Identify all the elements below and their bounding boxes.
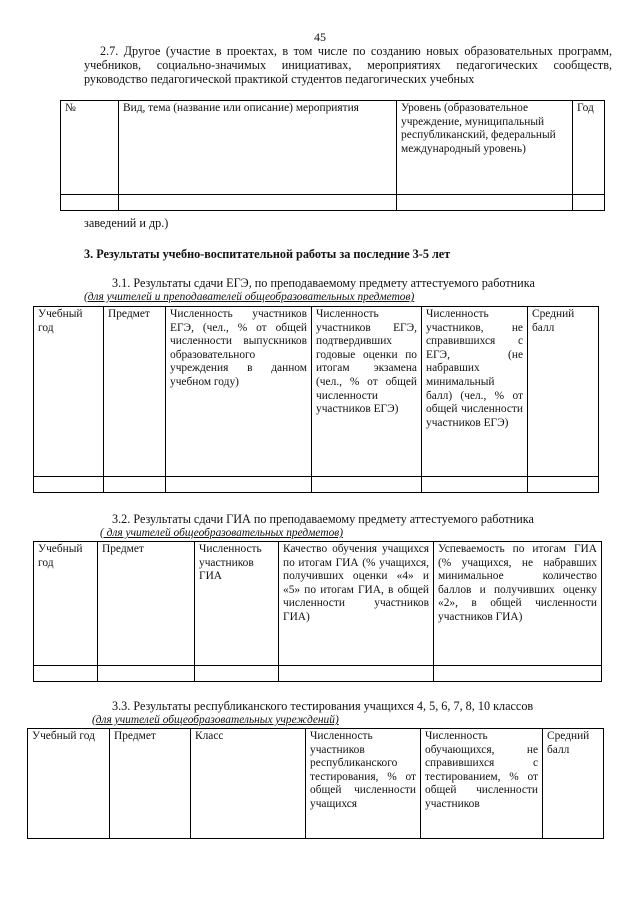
- table-header-row: [28, 729, 604, 839]
- header-progress: Успеваемость по итогам ГИА (% учащихся, не набравших минимальное количество баллов и получивших оценку «2», в общей численности участников ГИА): [434, 542, 602, 666]
- header-level: Уровень (образовательное учреждение, муниципальный республиканский, федеральный международный уровень): [397, 101, 573, 195]
- table-cell: [98, 666, 195, 682]
- table-cell: [34, 477, 104, 493]
- section-3-heading: 3. Результаты учебно-воспитательной работы за последние 3-5 лет: [84, 247, 451, 261]
- table-cell: [195, 666, 279, 682]
- table-row: [61, 195, 605, 211]
- header-average-score: Средний балл: [528, 307, 599, 477]
- table-cell: [61, 195, 119, 211]
- table-3-2: [33, 541, 602, 682]
- section-3-3-note: (для учителей общеобразовательных учреждений): [92, 714, 339, 726]
- section-3-1-note: (для учителей и преподавателей общеобразовательных предметов): [84, 291, 415, 303]
- table-cell: [104, 477, 166, 493]
- header-number: №: [61, 101, 119, 195]
- header-subject: Предмет: [104, 307, 166, 477]
- table-cell: [312, 477, 422, 493]
- section-2-7-continuation: заведений и др.): [84, 216, 169, 230]
- table-cell: [528, 477, 599, 493]
- header-school-year: Учебный год: [34, 542, 98, 666]
- section-3-2-title: 3.2. Результаты сдачи ГИА по преподаваемому предмету аттестуемого работника: [112, 512, 534, 526]
- table-row: [34, 477, 599, 493]
- table-cell: [434, 666, 602, 682]
- table-2-7: [60, 100, 605, 211]
- table-header-row: [34, 307, 599, 477]
- header-failed-count: Численность участников, не справившихся с ЕГЭ, (не набравших минимальный балл) (чел., % от общей численности участников ЕГЭ): [422, 307, 528, 477]
- table-header-row: [61, 101, 605, 195]
- table-cell: [166, 477, 312, 493]
- header-subject: Предмет: [98, 542, 195, 666]
- header-participants-count: Численность участников ГИА: [195, 542, 279, 666]
- section-2-7-text: 2.7. Другое (участие в проектах, в том числе по созданию новых образовательных программ, учебников, социально-значимых инициативах, мероприятиях педагогических сообществ, руководство педагогической практикой студентов педагогических учебных: [84, 44, 612, 86]
- section-3-3-title: 3.3. Результаты республиканского тестирования учащихся 4, 5, 6, 7, 8, 10 классов: [112, 699, 534, 713]
- header-class: Класс: [191, 729, 306, 839]
- table-cell: [422, 477, 528, 493]
- section-3-1-title: 3.1. Результаты сдачи ЕГЭ, по преподаваемому предмету аттестуемого работника: [112, 276, 535, 290]
- header-average-score: Средний балл: [543, 729, 604, 839]
- header-test-participants: Численность участников республиканского тестирования, % от общей численности учащихся: [306, 729, 421, 839]
- page-number: 45: [314, 30, 326, 44]
- table-cell: [279, 666, 434, 682]
- header-year: Год: [573, 101, 605, 195]
- table-cell: [119, 195, 397, 211]
- table-row: [34, 666, 602, 682]
- header-school-year: Учебный год: [28, 729, 110, 839]
- table-cell: [573, 195, 605, 211]
- header-participants-count: Численность участников ЕГЭ, (чел., % от общей численности выпускников образовательного учреждения в данном учебном году): [166, 307, 312, 477]
- header-school-year: Учебный год: [34, 307, 104, 477]
- table-3-3: [27, 728, 604, 839]
- table-header-row: [34, 542, 602, 666]
- header-failed-students: Численность обучающихся, не справившихся с тестированием, % от общей численности участников: [421, 729, 543, 839]
- header-subject: Предмет: [110, 729, 191, 839]
- table-3-1: [33, 306, 599, 493]
- header-event-type: Вид, тема (название или описание) мероприятия: [119, 101, 397, 195]
- section-3-2-note: ( для учителей общеобразовательных предметов): [100, 527, 343, 539]
- header-quality: Качество обучения учащихся по итогам ГИА (% учащихся, получивших оценки «4» и «5» по итогам ГИА, в общей численности участников ГИА): [279, 542, 434, 666]
- table-cell: [34, 666, 98, 682]
- table-cell: [397, 195, 573, 211]
- header-confirmed-grades: Численность участников ЕГЭ, подтвердивших годовые оценки по итогам экзамена (чел., % от общей численности участников ЕГЭ): [312, 307, 422, 477]
